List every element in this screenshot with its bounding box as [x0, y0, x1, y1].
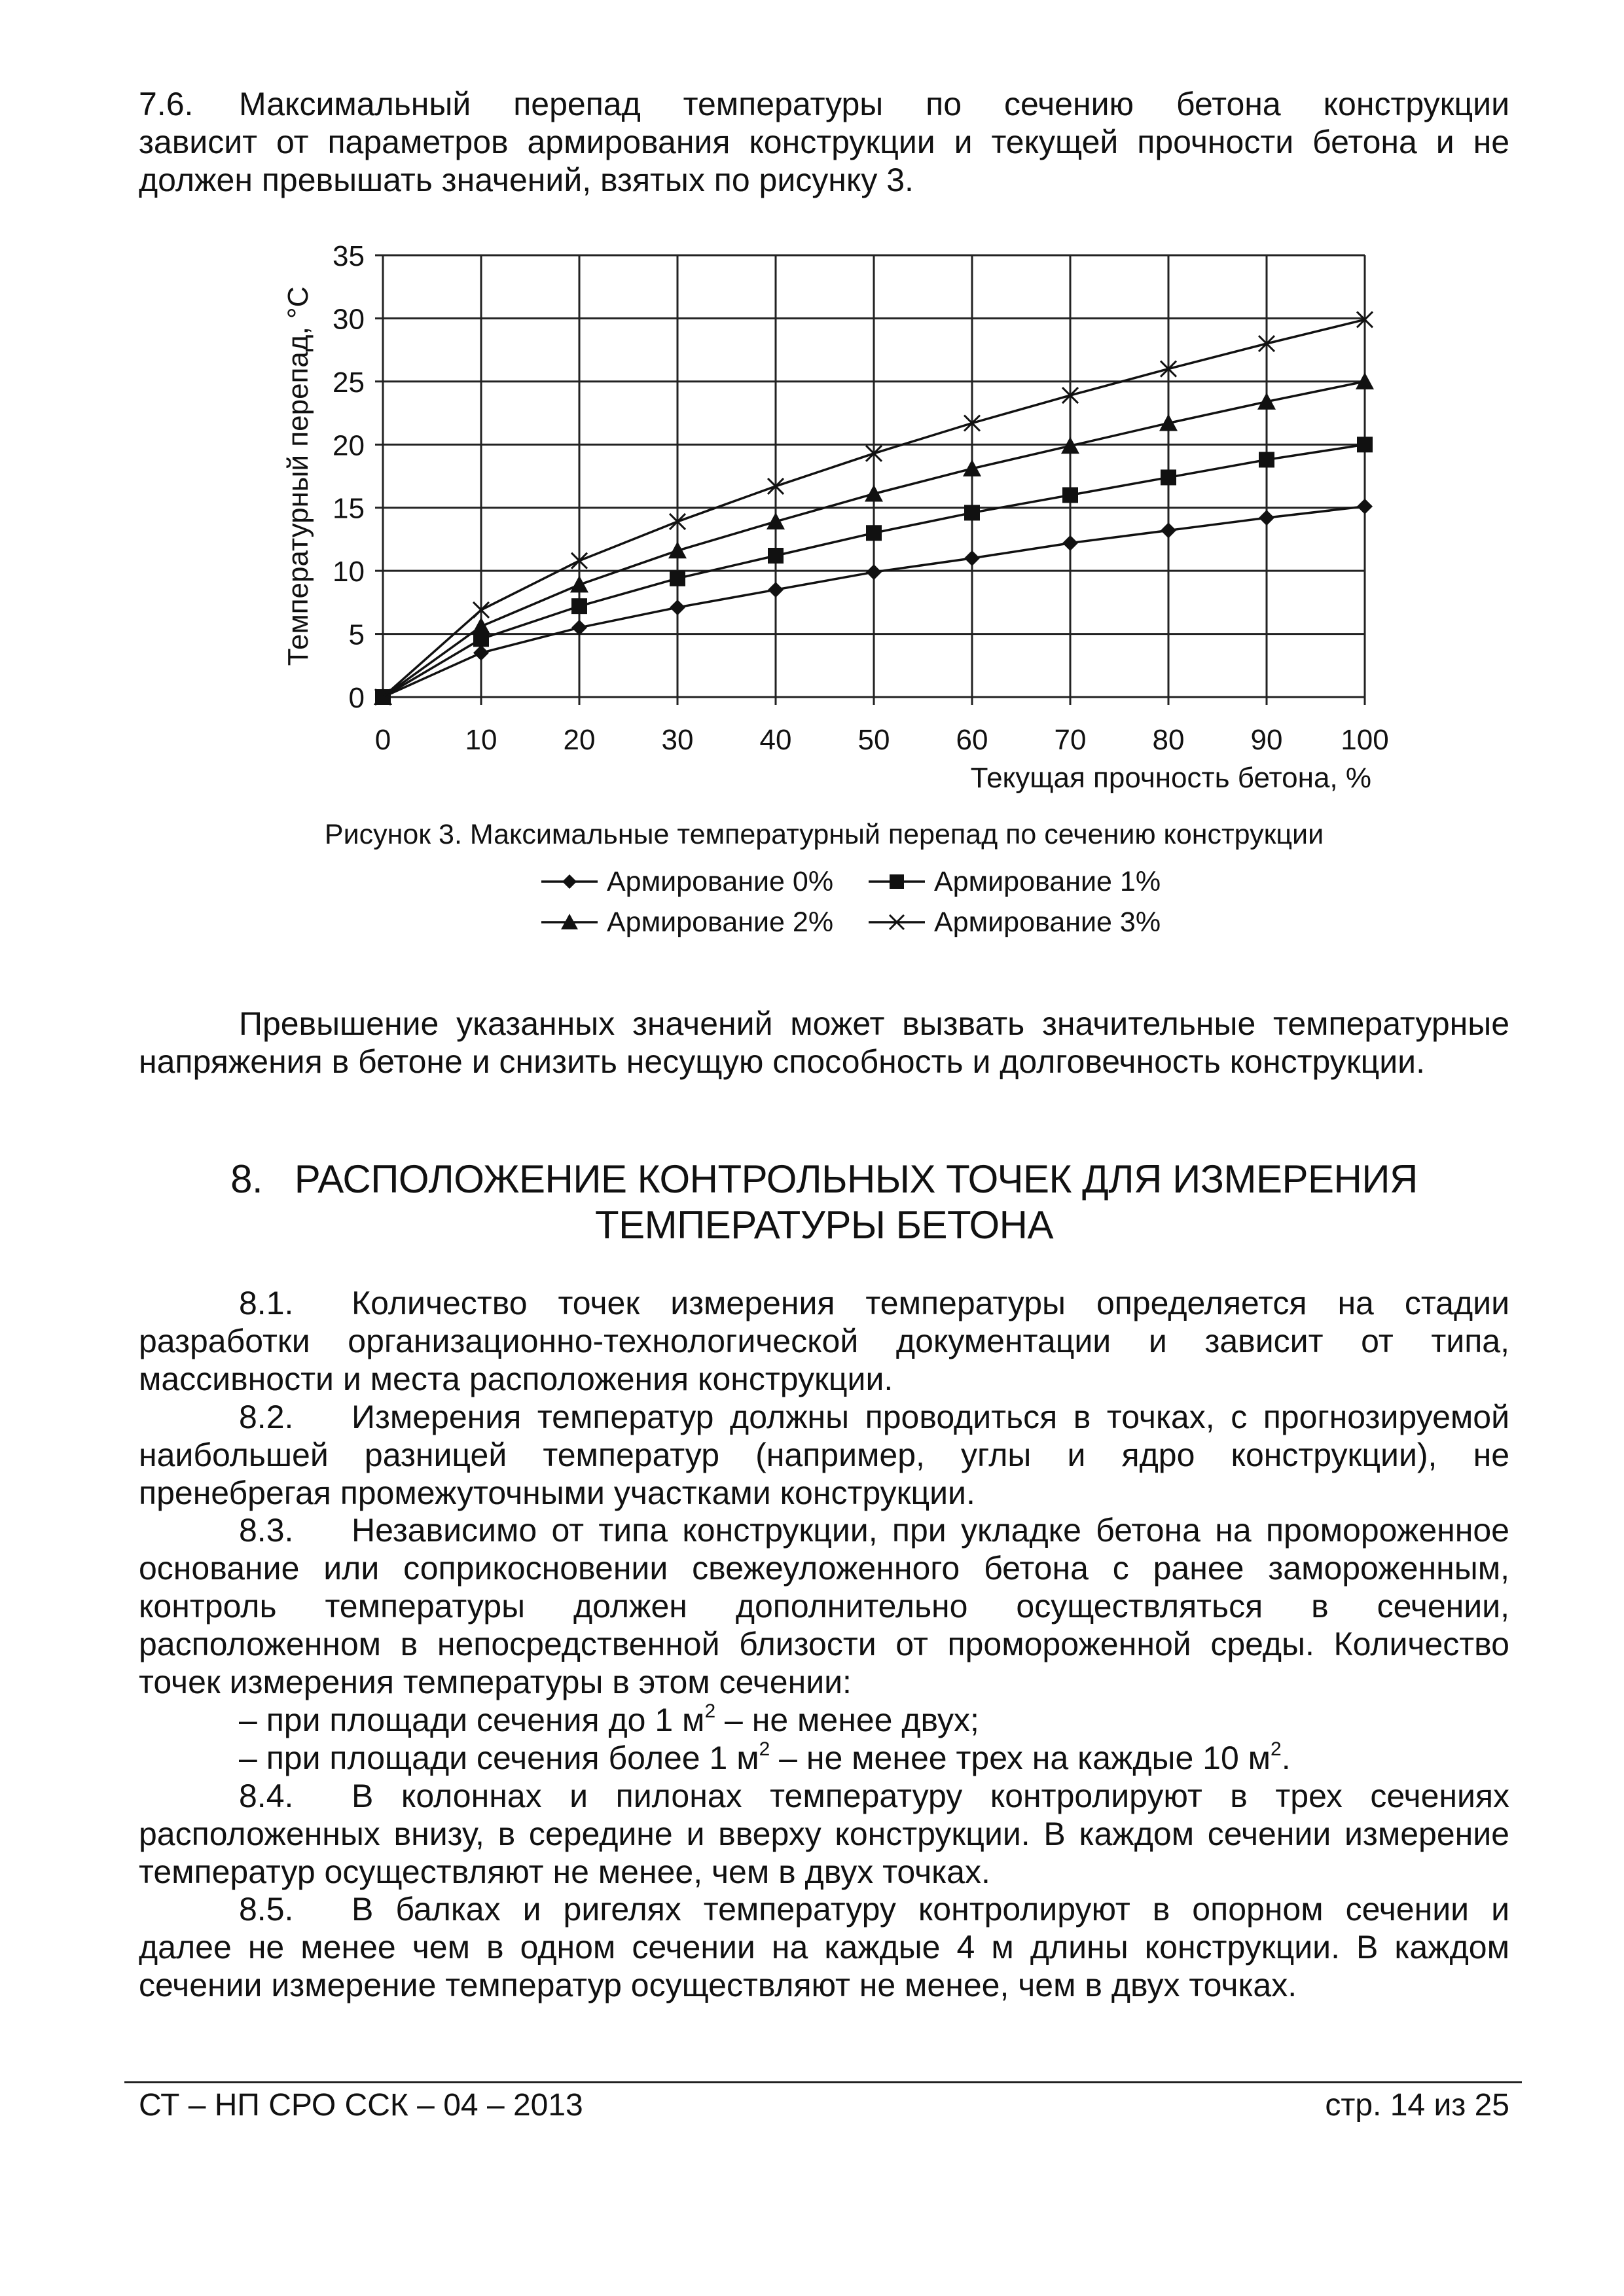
paragraph-line [139, 1777, 1509, 1815]
paragraph-line: пренебрегая промежуточными участками конструкции. [139, 1475, 975, 1511]
paragraph-text: В колоннах и пилонах температуру контролируют в трех сечениях [352, 1778, 1509, 1814]
paragraph-line: зависит от параметров армирования конструкции и текущей прочности бетона и не [139, 124, 1509, 160]
x-tick-label: 30 [661, 724, 694, 756]
section-heading [139, 1157, 1509, 1248]
paragraph-line: контроль температуры должен дополнительно осуществляться в сечении, [139, 1588, 1509, 1624]
y-tick-label: 15 [333, 492, 365, 525]
x-tick-label: 10 [465, 724, 497, 756]
paragraph-line: расположенном в непосредственной близости от промороженной среды. Количество [139, 1626, 1509, 1662]
marker-square [1062, 487, 1078, 503]
paragraph-line [139, 1890, 1509, 1928]
marker-diamond [670, 600, 685, 615]
heading-number: 8. [230, 1157, 263, 1201]
item-number: 8.5. [239, 1891, 294, 1928]
paragraph-8-2 [139, 1398, 1509, 1512]
y-tick-label: 5 [348, 619, 365, 651]
item-number: 8.2. [239, 1399, 294, 1435]
temperature-chart [249, 236, 1427, 805]
y-tick-label: 0 [348, 682, 365, 714]
chart-legend [540, 865, 1195, 944]
legend-label: Армирование 0% [607, 866, 834, 897]
bullet-item [139, 1701, 1509, 1739]
paragraph-line: должен превышать значений, взятых по рисунку 3. [139, 162, 914, 198]
paragraph-text: Максимальный перепад температуры по сечению бетона конструкции [239, 86, 1509, 122]
legend-swatch [867, 870, 926, 893]
item-number: 8.3. [239, 1512, 294, 1549]
paragraph-text: Количество точек измерения температуры определяется на стадии [352, 1285, 1509, 1321]
superscript: 2 [759, 1738, 770, 1760]
x-tick-label: 50 [857, 724, 890, 756]
marker-diamond [964, 550, 980, 566]
bullet-text: – при площади сечения до 1 м [239, 1702, 705, 1738]
paragraph-line: расположенных внизу, в середине и вверху конструкции. В каждом сечении измерение [139, 1816, 1509, 1852]
chart-labels [282, 240, 1389, 794]
marker-diamond [562, 874, 577, 889]
bullet-text: – при площади сечения более 1 м [239, 1740, 759, 1776]
y-tick-label: 35 [333, 240, 365, 272]
marker-square [768, 548, 784, 564]
paragraph-line: разработки организационно-технологической документации и зависит от типа, [139, 1323, 1509, 1359]
marker-diamond [473, 645, 489, 661]
paragraph-line [139, 1398, 1509, 1436]
marker-triangle [570, 575, 588, 592]
marker-diamond [768, 582, 784, 598]
footer-page-number: стр. 14 из 25 [1325, 2088, 1509, 2123]
marker-square [890, 874, 904, 889]
y-tick-label: 30 [333, 303, 365, 336]
marker-diamond [1161, 522, 1176, 538]
heading-line-2: ТЕМПЕРАТУРЫ БЕТОНА [594, 1203, 1054, 1247]
legend-swatch [540, 911, 599, 933]
footer-doc-code: СТ – НП СРО ССК – 04 – 2013 [139, 2088, 583, 2123]
paragraph-line: массивности и места расположения конструкции. [139, 1361, 893, 1397]
paragraph-8-1 [139, 1284, 1509, 1398]
paragraph-text: Независимо от типа конструкции, при укладке бетона на промороженное [352, 1512, 1509, 1549]
heading-line-1 [139, 1157, 1509, 1202]
marker-square [670, 571, 685, 586]
paragraph-line: далее не менее чем в одном сечении на каждые 4 м длины конструкции. В каждом [139, 1929, 1509, 1965]
paragraph-line [139, 1511, 1509, 1549]
y-tick-label: 10 [333, 556, 365, 588]
paragraph-line [139, 85, 1509, 123]
legend-swatch [867, 911, 926, 933]
legend-label: Армирование 3% [934, 906, 1161, 938]
marker-diamond [866, 564, 882, 580]
paragraph-after-chart [139, 1005, 1509, 1081]
x-tick-label: 20 [563, 724, 596, 756]
paragraph-8-3 [139, 1511, 1509, 1777]
chart-axes [375, 255, 1365, 705]
marker-diamond [1259, 510, 1274, 526]
legend-swatch [540, 870, 599, 893]
superscript: 2 [704, 1700, 716, 1722]
paragraph-7-6 [139, 85, 1509, 199]
marker-square [1259, 452, 1274, 467]
y-axis-label: Температурный перепад, °С [282, 286, 314, 666]
bullet-text: . [1281, 1740, 1291, 1776]
figure-caption: Рисунок 3. Максимальные температурный перепад по сечению конструкции [324, 819, 1324, 850]
marker-diamond [1357, 499, 1373, 514]
paragraph-8-5 [139, 1890, 1509, 2004]
paragraph-line: температур осуществляют не менее, чем в двух точках. [139, 1854, 990, 1890]
x-tick-label: 80 [1152, 724, 1185, 756]
item-number: 7.6. [139, 86, 194, 122]
paragraph-line: точек измерения температуры в этом сечении: [139, 1664, 852, 1700]
x-tick-label: 60 [956, 724, 988, 756]
paragraph-line: Превышение указанных значений может вызвать значительные температурные [239, 1005, 1509, 1042]
bullet-item [139, 1739, 1509, 1777]
item-number: 8.1. [239, 1285, 294, 1321]
y-tick-label: 25 [333, 366, 365, 399]
x-tick-label: 0 [374, 724, 391, 756]
paragraph-8-4 [139, 1777, 1509, 1891]
paragraph-line: наибольшей разницей температур (например, углы и ядро конструкции), не [139, 1437, 1509, 1473]
paragraph-line: сечении измерение температур осуществляют не менее, чем в двух точках. [139, 1967, 1297, 2003]
paragraph-text: В балках и ригелях температуру контролируют в опорном сечении и [352, 1891, 1509, 1928]
marker-triangle [472, 617, 490, 634]
footer-divider [124, 2081, 1522, 2083]
paragraph-line [139, 1284, 1509, 1322]
marker-diamond [1062, 535, 1078, 551]
marker-square [571, 598, 587, 614]
x-tick-label: 90 [1250, 724, 1283, 756]
x-tick-label: 40 [759, 724, 792, 756]
bullet-text: – не менее трех на каждые 10 м [770, 1740, 1271, 1776]
superscript: 2 [1271, 1738, 1282, 1760]
bullet-text: – не менее двух; [715, 1702, 979, 1738]
marker-triangle [668, 541, 687, 558]
marker-square [1357, 437, 1373, 452]
paragraph-line: напряжения в бетоне и снизить несущую способность и долговечность конструкции. [139, 1043, 1425, 1080]
y-tick-label: 20 [333, 429, 365, 462]
x-tick-label: 70 [1054, 724, 1087, 756]
paragraph-text: Измерения температур должны проводиться в точках, с прогнозируемой [352, 1399, 1509, 1435]
marker-square [1161, 469, 1176, 485]
item-number: 8.4. [239, 1778, 294, 1814]
x-tick-label: 100 [1341, 724, 1389, 756]
legend-label: Армирование 1% [934, 866, 1161, 897]
paragraph-line: основание или соприкосновении свежеуложенного бетона с ранее замороженным, [139, 1550, 1509, 1587]
heading-title: РАСПОЛОЖЕНИЕ КОНТРОЛЬНЫХ ТОЧЕК ДЛЯ ИЗМЕРЕНИЯ [294, 1157, 1418, 1201]
legend-label: Армирование 2% [607, 906, 834, 938]
marker-square [866, 525, 882, 541]
x-axis-label: Текущая прочность бетона, % [970, 762, 1371, 794]
marker-square [964, 505, 980, 520]
chart-grid [383, 255, 1365, 697]
